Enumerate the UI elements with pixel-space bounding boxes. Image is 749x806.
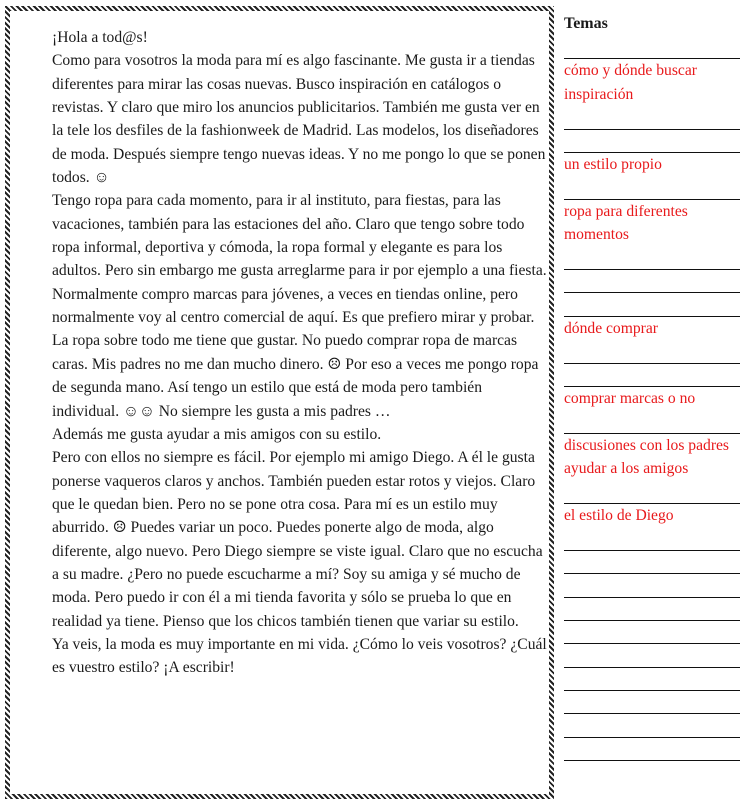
letter-paragraph: Además me gusta ayudar a mis amigos con su estilo. [52,425,382,443]
letter-text [52,26,548,680]
topic-inspiration: cómo y dónde buscar inspiración [564,62,697,103]
letter-paragraph: Ya veis, la moda es muy importante en mi vida. ¿Cómo lo veis vosotros? ¿Cuál es vuestro estilo? ¡A escribir! [52,635,547,677]
topic-parents: discusiones con los padres [564,436,730,454]
writing-line [564,293,740,316]
writing-line [564,364,740,387]
writing-line [564,247,740,270]
writing-line [564,340,740,363]
writing-line [564,527,740,550]
writing-line [564,621,740,644]
topic-diego-style: el estilo de Diego [564,506,674,524]
letter-greeting: ¡Hola a tod@s! [52,29,148,46]
topic-clothes-for-moments: ropa para diferentes momentos [564,202,688,244]
writing-line [564,714,740,737]
writing-line [564,106,740,129]
writing-line [564,551,740,574]
writing-line [564,270,740,293]
writing-line [564,130,740,153]
writing-line [564,176,740,199]
letter-paragraph: Tengo ropa para cada momento, para ir al instituto, para fiestas, para las vacaciones, también para las estaciones del año. Claro que tengo sobre todo ropa informal, deportiva y cómoda, la ropa formal y elegante es para los adultos. Pero sin embargo me gusta arreglarme para ir por ejemplo a una fiesta. [52,192,547,280]
topics-column [564,12,740,761]
topic-own-style: un estilo propio [564,155,662,173]
writing-line [564,691,740,714]
writing-line [564,574,740,597]
writing-line [564,644,740,667]
writing-line [564,738,740,761]
writing-line [564,36,740,59]
writing-line [564,668,740,691]
topics-title: Temas [564,15,608,32]
topic-where-to-buy: dónde comprar [564,319,658,337]
letter-paragraph: Pero con ellos no siempre es fácil. Por ejemplo mi amigo Diego. A él le gusta ponerse vaqueros claros y anchos. También pueden estar rotos y viejos. Claro que le quedan bien. Pero no se pone otra cosa. Para mí es un estilo muy aburrido. ☹ Puedes variar un poco. Puedes ponerte algo de moda, algo diferente, algo nuevo. Pero Diego siempre se viste igual. Claro que no escucha a su madre. ¿Pero no puede escucharme a mí? Soy su amiga y sé mucho de moda. Pero puedo ir con él a mi tienda favorita y sólo se prueba lo que en realidad ya tiene. Pienso que los chicos también tienen que variar su estilo. [52,449,543,630]
writing-line [564,481,740,504]
writing-line [564,410,740,433]
topic-brands: comprar marcas o no [564,389,696,407]
letter-paragraph: Como para vosotros la moda para mí es algo fascinante. Me gusta ir a tiendas diferentes para mirar las cosas nuevas. Busco inspiración en catálogos o revistas. Y claro que miro los anuncios publicitarios. También me gusta ver en la tele los desfiles de la fashionweek de Madrid. Las modelos, los diseñadores de moda. Después siempre tengo nuevas ideas. Y no me pongo lo que se ponen todos. ☺ [52,52,546,187]
letter-paragraph: Normalmente compro marcas para jóvenes, a veces en tiendas online, pero normalmente voy al centro comercial de aquí. Es que prefiero mirar y probar. La ropa sobre todo me tiene que gustar. No puedo comprar ropa de marcas caras. Mis padres no me dan mucho dinero. ☹ Por eso a veces me pongo ropa de segunda mano. Así tengo un estilo que está de moda pero también individual. ☺☺ No siempre les gusta a mis padres … [52,285,539,420]
topic-helping-friends: ayudar a los amigos [564,460,689,478]
writing-line [564,598,740,621]
